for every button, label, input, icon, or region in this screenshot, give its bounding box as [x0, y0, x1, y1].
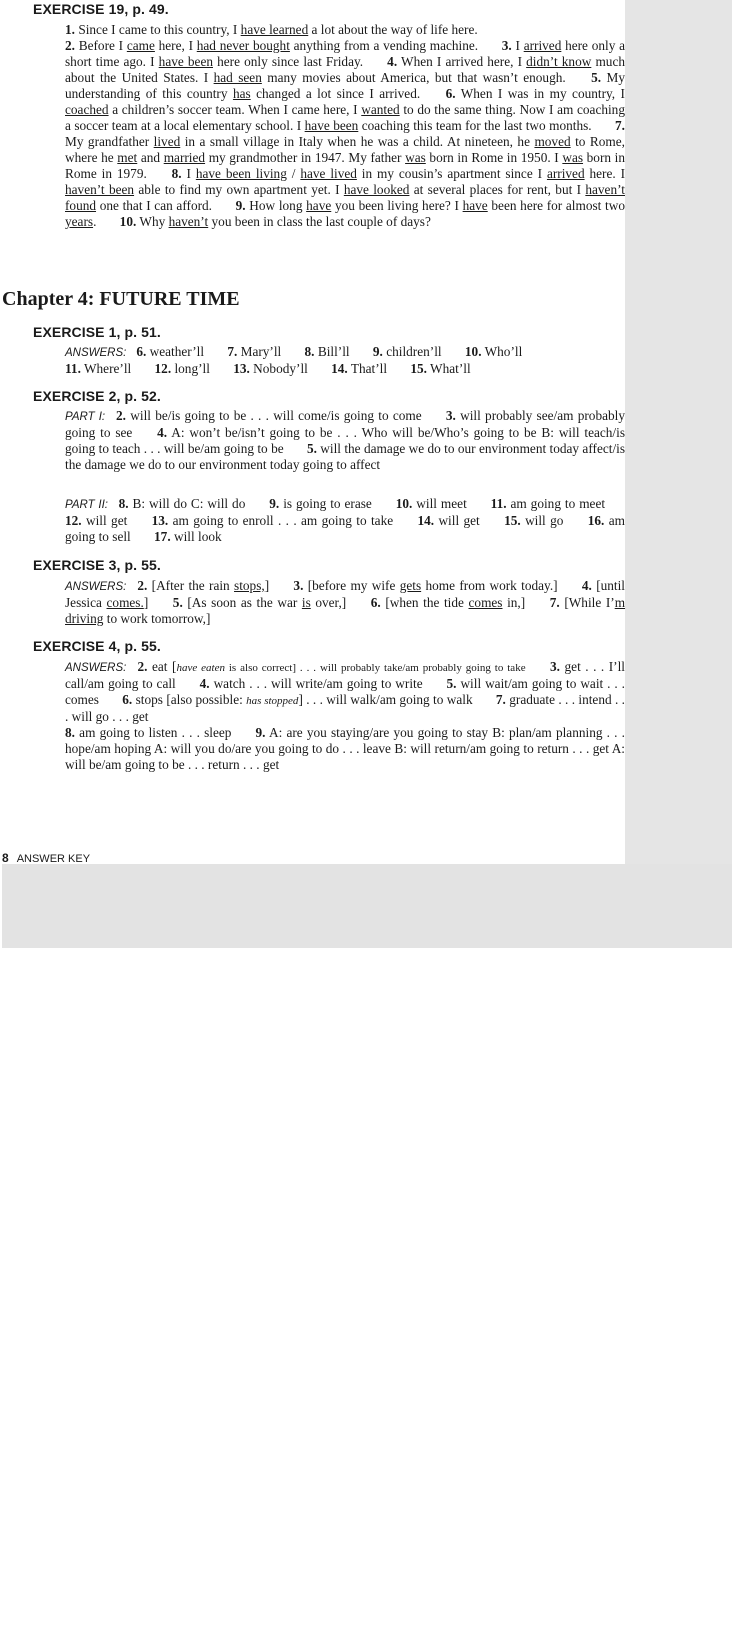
- exercise-1-heading: EXERCISE 1, p. 51.: [33, 324, 161, 340]
- exercise-1-answers: ANSWERS: 6. weather’ll 7. Mary’ll 8. Bill’ll 9. children’ll 10. Who’ll 11. Where’ll 12. long’ll 13. Nobody’ll 14. That’ll 15. What’ll: [65, 344, 523, 376]
- exercise-4-answers: ANSWERS: 2. eat [have eaten is also correct] . . . will probably take/am probably going to take 3. get . . . I’ll call/am going to call 4. watch . . . will write/am going to write 5. will wait/am going to wait . . . comes 6. stops [also possible: has stopped] . . . will walk/am going to walk 7. graduate . . . intend . . . will go . . . get 8. am going to listen . . . sleep 9. A: are you staying/are you going to stay B: plan/am planning . . . hope/am hoping A: will you do/are you going to do . . . leave B: will return/am going to return . . . get A: will be/am going to be . . . return . . . get: [65, 659, 625, 772]
- exercise-19-heading: EXERCISE 19, p. 49.: [33, 1, 169, 17]
- exercise-4-heading: EXERCISE 4, p. 55.: [33, 638, 161, 654]
- scan-shadow-right: [625, 0, 732, 948]
- exercise-2-part-1: PART I: 2. will be/is going to be . . . will come/is going to come 3. will probably see/am probably going to see 4. A: won’t be/isn’t going to be . . . Who will be/Who’s going to be B: will teach/is going to teach . . . will be/am going to be 5. will the damage we do to our environment today affect/is the damage we do to our environment today going to affect: [65, 408, 626, 472]
- footer-label: ANSWER KEY: [16, 853, 91, 865]
- exercise-19-answers: 1. Since I came to this country, I have learned a lot about the way of life here. 2. Before I came here, I had never bought anything from a vending machine. 3. I arrived here only a short time ago. I have been here only since last Friday. 4. When I arrived here, I didn’t know much about the United States. I had seen many movies about America, but that wasn’t enough. 5. My understanding of this country has changed a lot since I arrived. 6. When I was in my country, I coached a children’s soccer team. When I came here, I wanted to do the same thing. Now I am coaching a soccer team at a local elementary school. I have been coaching this team for the last two months. 7. My grandfather lived in a small village in Italy when he was a child. At nineteen, he moved to Rome, where he met and married my grandmother in 1947. My father was born in Rome in 1950. I was born in Rome in 1979. 8. I have been living / have lived in my cousin’s apartment since I arrived here. I haven’t been able to find my own apartment yet. I have looked at several places for rent, but I haven’t found one that I can afford. 9. How long have you been living here? I have been here for almost two years. 10. Why haven’t you been in class the last couple of days?: [65, 22, 625, 229]
- page-number: 8: [2, 851, 9, 865]
- exercise-2-heading: EXERCISE 2, p. 52.: [33, 388, 161, 404]
- exercise-3-heading: EXERCISE 3, p. 55.: [33, 557, 161, 573]
- chapter-4-title: Chapter 4: FUTURE TIME: [2, 288, 240, 310]
- exercise-3-answers: ANSWERS: 2. [After the rain stops,] 3. [before my wife gets home from work today.] 4. [until Jessica comes.] 5. [As soon as the war is over,] 6. [when the tide comes in,] 7. [While I’m driving to work tomorrow,]: [65, 578, 626, 626]
- answer-key-page: [0, 0, 625, 864]
- exercise-2-part-2: PART II: 8. B: will do C: will do 9. is going to erase 10. will meet 11. am going to meet 12. will get 13. am going to enroll . . . am going to take 14. will get 15. will go 16. am going to sell 17. will look: [65, 496, 625, 544]
- page-footer: [2, 851, 90, 865]
- scan-shadow-bottom: [2, 864, 732, 948]
